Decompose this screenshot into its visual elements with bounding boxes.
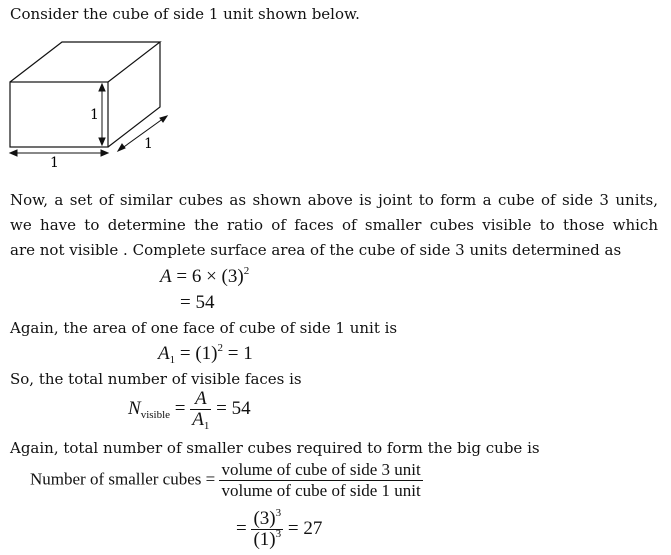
- equation-visible-faces: $N_{visible}$ = $\frac{A}{A_1}$ = 54: [128, 388, 251, 432]
- cube-top-face: [10, 42, 160, 82]
- paragraph-line-3: are not visible . Complete surface area of the cube of side 3 units determined as: [10, 241, 622, 259]
- equation-face-area: $A_1 = (1)^2 = 1$: [158, 342, 253, 366]
- height-label: 1: [90, 107, 99, 123]
- paragraph-one-face: Again, the area of one face of cube of side 1 unit is: [10, 319, 398, 337]
- paragraph-line-2: we have to determine the ratio of faces of smaller cubes visible to those which: [10, 216, 658, 234]
- depth-label: 1: [144, 136, 153, 152]
- paragraph-visible-faces: So, the total number of visible faces is: [10, 370, 302, 388]
- width-label: 1: [50, 155, 59, 171]
- height-dimension-arrow: [99, 84, 105, 145]
- paragraph-line-1: Now, a set of similar cubes as shown above is joint to form a cube of side 3 units,: [10, 191, 658, 209]
- equation-surface-area-result: = 54: [180, 292, 215, 313]
- equation-number-of-cubes-result: = $\frac{(3)^3}{(1)^3}$ = 27: [236, 507, 323, 550]
- cube-side-face: [108, 42, 160, 147]
- intro-text: Consider the cube of side 1 unit shown below.: [10, 5, 360, 23]
- equation-number-of-cubes: Number of smaller cubes = $\frac{\text{volume of cube of side 3 unit}}{\text{volume of cube of side 1 unit}}$: [30, 460, 421, 500]
- equation-surface-area: $A = 6 \times (3)^2$: [160, 265, 250, 287]
- paragraph-smaller-cubes: Again, total number of smaller cubes required to form the big cube is: [10, 439, 540, 457]
- width-dimension-arrow: [10, 150, 108, 156]
